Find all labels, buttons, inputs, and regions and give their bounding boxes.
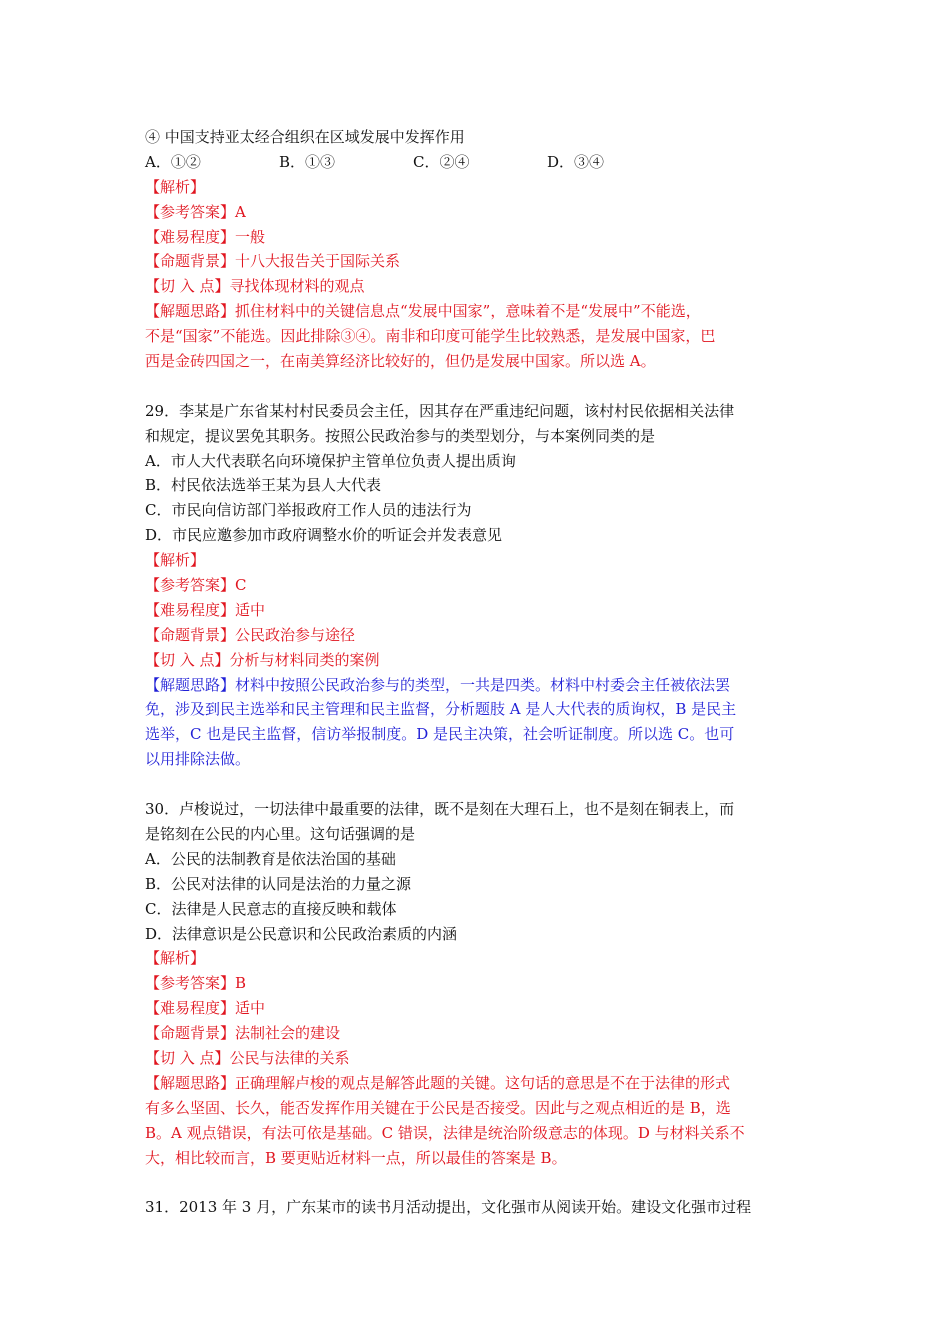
q28-statement-4: ④ 中国支持亚太经合组织在区域发展中发挥作用	[145, 128, 465, 146]
analysis-line	[145, 249, 807, 274]
reasoning-line	[145, 324, 807, 349]
analysis-line	[145, 623, 807, 648]
analysis-label: 【切 入 点】	[145, 650, 230, 669]
option-c: C．法律是人民意志的直接反映和载体	[145, 899, 397, 918]
analysis-line	[145, 971, 807, 996]
option-a: A．公民的法制教育是依法治国的基础	[145, 849, 396, 868]
analysis-line	[145, 548, 807, 573]
question-29	[145, 399, 807, 772]
analysis-value: 分析与材料同类的案例	[229, 650, 380, 669]
reasoning-line	[145, 1121, 807, 1146]
analysis-label: 【难易程度】	[145, 227, 236, 246]
reasoning-line	[145, 1096, 807, 1121]
analysis-label: 【切 入 点】	[145, 277, 230, 296]
document-page	[145, 125, 807, 1220]
reasoning-text: 大，相比较而言，B 要更贴近材料一点，所以最佳的答案是 B。	[145, 1148, 567, 1167]
option-a: A．市人大代表联名向环境保护主管单位负责人提出质询	[145, 451, 516, 470]
reasoning-line	[145, 673, 807, 698]
analysis-value: 公民与法律的关系	[229, 1048, 350, 1067]
analysis-line	[145, 946, 807, 971]
reasoning-line	[145, 349, 807, 374]
analysis-label: 【命题背景】	[145, 1024, 236, 1043]
question-stem-line: 是铭刻在公民的内心里。这句话强调的是	[145, 824, 416, 843]
analysis-value: 公民政治参与途径	[235, 625, 356, 644]
analysis-label: 【难易程度】	[145, 600, 236, 619]
reasoning-line	[145, 697, 807, 722]
q28-analysis	[145, 175, 807, 374]
question-stem-line: 30．卢梭说过，一切法律中最重要的法律，既不是刻在大理石上，也不是刻在铜表上，而	[145, 800, 735, 819]
analysis-line	[145, 225, 807, 250]
analysis-label: 【参考答案】	[145, 576, 236, 595]
analysis-label: 【切 入 点】	[145, 1048, 230, 1067]
analysis-value: 一般	[235, 227, 266, 246]
question-31	[145, 1195, 807, 1220]
analysis-label: 【解析】	[145, 177, 206, 196]
analysis-value: 寻找体现材料的观点	[229, 277, 365, 296]
analysis-value: B	[235, 974, 247, 993]
option-b: B．公民对法律的认同是法治的力量之源	[145, 874, 412, 893]
q28-option-d: D．③④	[547, 152, 605, 171]
analysis-label: 【命题背景】	[145, 625, 236, 644]
question-stem-line: 31．2013 年 3 月，广东某市的读书月活动提出，文化强市从阅读开始。建设文化强市过程	[145, 1198, 752, 1217]
analysis-label: 【解析】	[145, 551, 206, 570]
analysis-line	[145, 996, 807, 1021]
question-30	[145, 797, 807, 1170]
reasoning-text: 有多么坚固、长久，能否发挥作用关键在于公民是否接受。因此与之观点相近的是 B，选	[145, 1098, 731, 1117]
option-d: D．市民应邀参加市政府调整水价的听证会并发表意见	[145, 526, 503, 545]
reasoning-line	[145, 747, 807, 772]
question-stem-line: 29．李某是广东省某村村民委员会主任，因其存在严重违纪问题，该村村民依据相关法律	[145, 401, 735, 420]
analysis-value: 适中	[235, 999, 266, 1018]
reasoning-text: 免，涉及到民主选举和民主管理和民主监督，分析题肢 A 是人大代表的质询权，B 是民主	[145, 700, 737, 719]
analysis-line	[145, 200, 807, 225]
reasoning-label: 【解题思路】	[145, 675, 236, 694]
reasoning-line	[145, 1146, 807, 1171]
q28-option-a: A．①②	[145, 152, 201, 171]
analysis-value: C	[235, 576, 247, 595]
analysis-line	[145, 648, 807, 673]
q28-option-b: B．①③	[279, 152, 336, 171]
reasoning-text: 不是“国家”不能选。因此排除③④。南非和印度可能学生比较熟悉，是发展中国家，巴	[145, 327, 716, 346]
reasoning-text: 抓住材料中的关键信息点“发展中国家”，意味着不是“发展中”不能选，	[235, 302, 701, 321]
reasoning-label: 【解题思路】	[145, 302, 236, 321]
question-stem-line: 和规定，提议罢免其职务。按照公民政治参与的类型划分，与本案例同类的是	[145, 426, 656, 445]
reasoning-text: B。A 观点错误，有法可依是基础。C 错误，法律是统治阶级意志的体现。D 与材料关系不	[145, 1123, 745, 1142]
analysis-line	[145, 573, 807, 598]
analysis-line	[145, 1046, 807, 1071]
analysis-value: 法制社会的建设	[235, 1024, 341, 1043]
reasoning-text: 选举，C 也是民主监督，信访举报制度。D 是民主决策，社会听证制度。所以选 C。也可	[145, 725, 735, 744]
analysis-label: 【参考答案】	[145, 202, 236, 221]
q28-options	[145, 150, 807, 175]
reasoning-line	[145, 1071, 807, 1096]
analysis-label: 【参考答案】	[145, 974, 236, 993]
analysis-line	[145, 175, 807, 200]
reasoning-text: 以用排除法做。	[145, 750, 251, 769]
analysis-label: 【难易程度】	[145, 999, 236, 1018]
analysis-value: 适中	[235, 600, 266, 619]
option-c: C．市民向信访部门举报政府工作人员的违法行为	[145, 501, 472, 520]
reasoning-line	[145, 299, 807, 324]
analysis-label: 【命题背景】	[145, 252, 236, 271]
reasoning-text: 正确理解卢梭的观点是解答此题的关键。这句话的意思是不在于法律的形式	[235, 1073, 731, 1092]
option-d: D．法律意识是公民意识和公民政治素质的内涵	[145, 924, 458, 943]
analysis-value: 十八大报告关于国际关系	[235, 252, 401, 271]
reasoning-label: 【解题思路】	[145, 1073, 236, 1092]
analysis-value: A	[235, 202, 246, 221]
reasoning-text: 西是金砖四国之一，在南美算经济比较好的，但仍是发展中国家。所以选 A。	[145, 352, 656, 371]
analysis-line	[145, 1021, 807, 1046]
option-b: B．村民依法选举王某为县人大代表	[145, 476, 382, 495]
analysis-line	[145, 598, 807, 623]
reasoning-text: 材料中按照公民政治参与的类型，一共是四类。材料中村委会主任被依法罢	[235, 675, 731, 694]
reasoning-line	[145, 722, 807, 747]
analysis-label: 【解析】	[145, 949, 206, 968]
analysis-line	[145, 274, 807, 299]
q28-option-c: C．②④	[413, 152, 470, 171]
